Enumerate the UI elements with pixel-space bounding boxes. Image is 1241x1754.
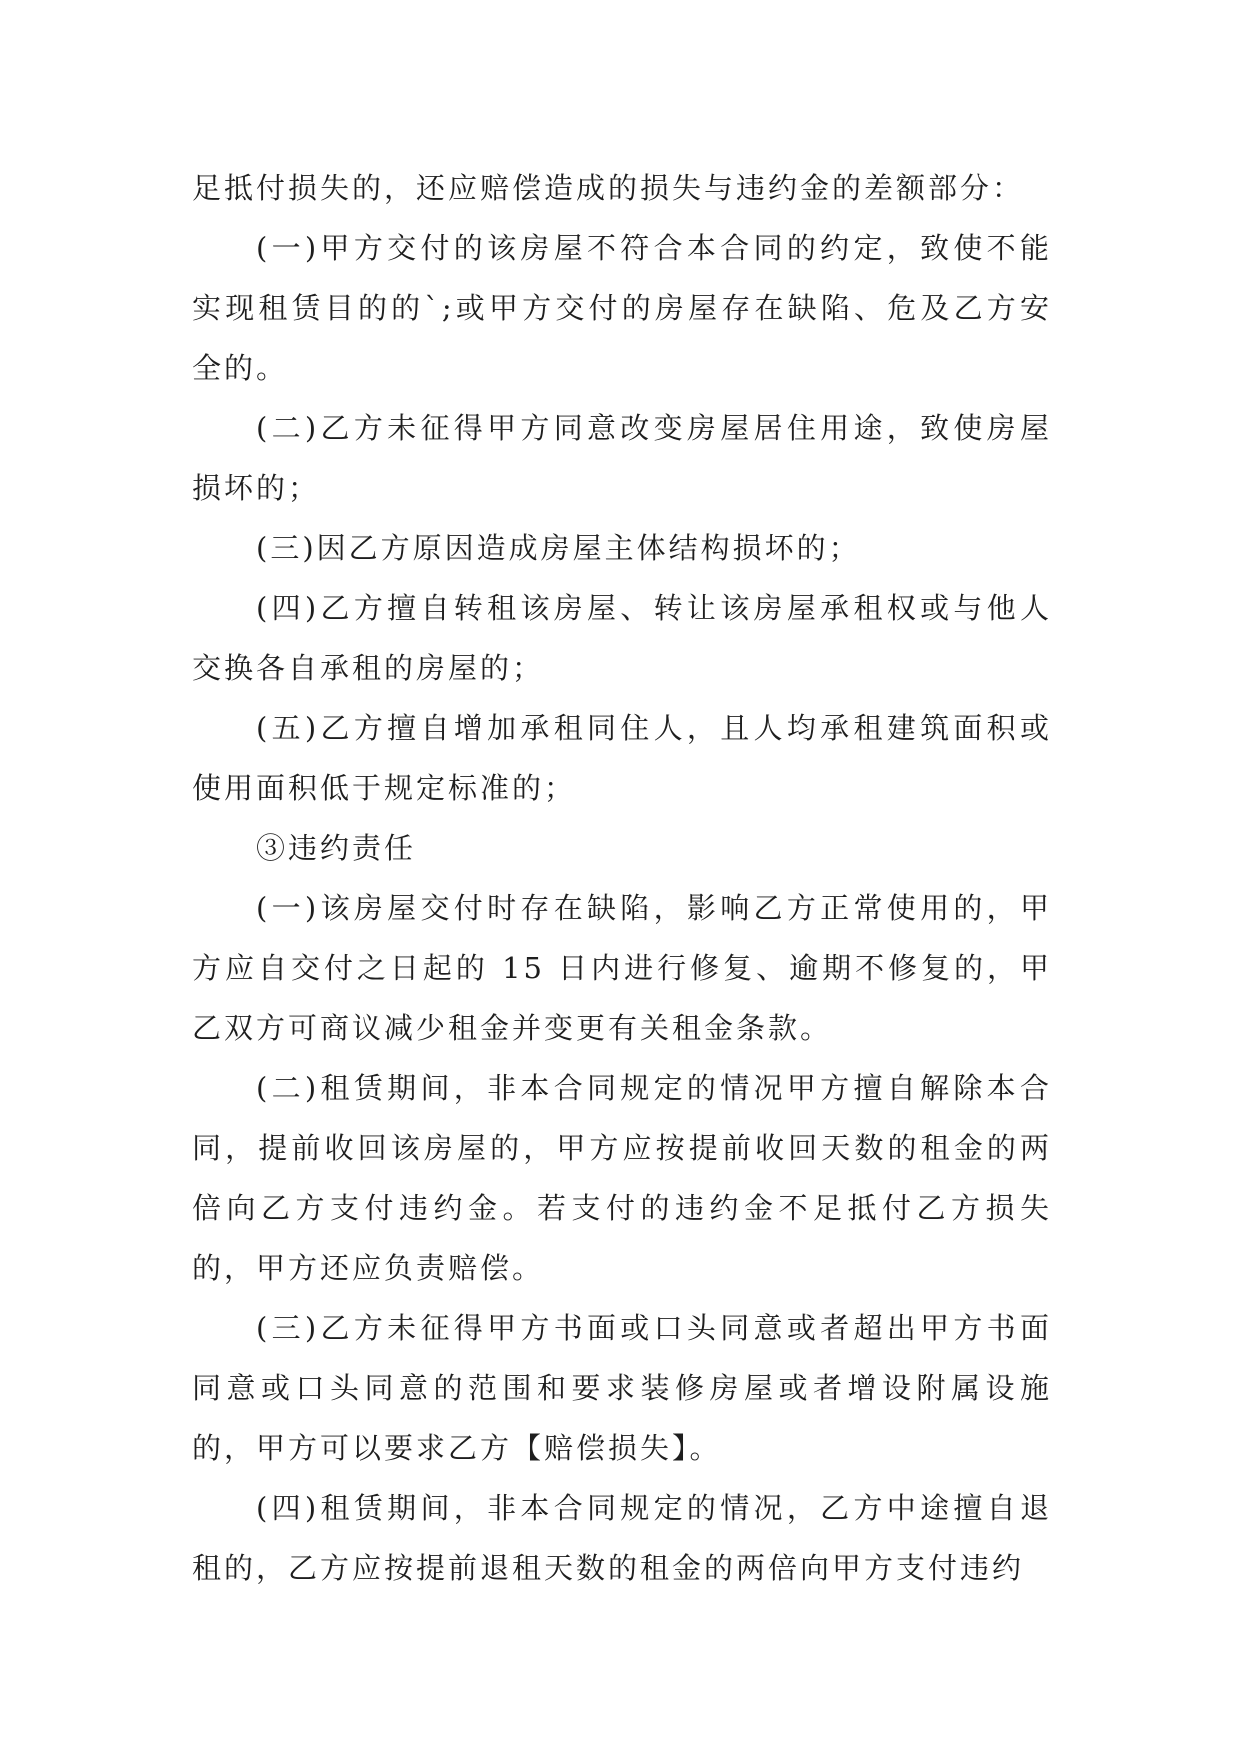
paragraph-liability-4: (四)租赁期间，非本合同规定的情况，乙方中途擅自退租的，乙方应按提前退租天数的租金的两倍向甲方支付违约 [192, 1491, 1052, 1585]
paragraph-continuation: 足抵付损失的，还应赔偿造成的损失与违约金的差额部分： [192, 171, 1025, 205]
paragraph-liability-3: (三)乙方未征得甲方书面或口头同意或者超出甲方书面同意或口头同意的范围和要求装修房屋或者增设附属设施的，甲方可以要求乙方【赔偿损失】。 [192, 1311, 1052, 1465]
paragraph-liability-1: (一)该房屋交付时存在缺陷，影响乙方正常使用的，甲方应自交付之日起的 15 日内进行修复、逾期不修复的，甲乙双方可商议减少租金并变更有关租金条款。 [192, 891, 1052, 1045]
paragraph-clause-1: (一)甲方交付的该房屋不符合本合同的约定，致使不能实现租赁目的的`;或甲方交付的房屋存在缺陷、危及乙方安全的。 [192, 231, 1052, 385]
section-heading-breach-liability: ③违约责任 [256, 831, 417, 865]
document-body [192, 158, 1052, 1598]
paragraph-clause-4: (四)乙方擅自转租该房屋、转让该房屋承租权或与他人交换各自承租的房屋的； [192, 591, 1052, 685]
paragraph-clause-5: (五)乙方擅自增加承租同住人，且人均承租建筑面积或使用面积低于规定标准的； [192, 711, 1052, 805]
paragraph-clause-2: (二)乙方未征得甲方同意改变房屋居住用途，致使房屋损坏的； [192, 411, 1052, 505]
paragraph-liability-2: (二)租赁期间，非本合同规定的情况甲方擅自解除本合同，提前收回该房屋的，甲方应按提前收回天数的租金的两倍向乙方支付违约金。若支付的违约金不足抵付乙方损失的，甲方还应负责赔偿。 [192, 1071, 1052, 1285]
paragraph-clause-3: (三)因乙方原因造成房屋主体结构损坏的； [256, 531, 861, 565]
